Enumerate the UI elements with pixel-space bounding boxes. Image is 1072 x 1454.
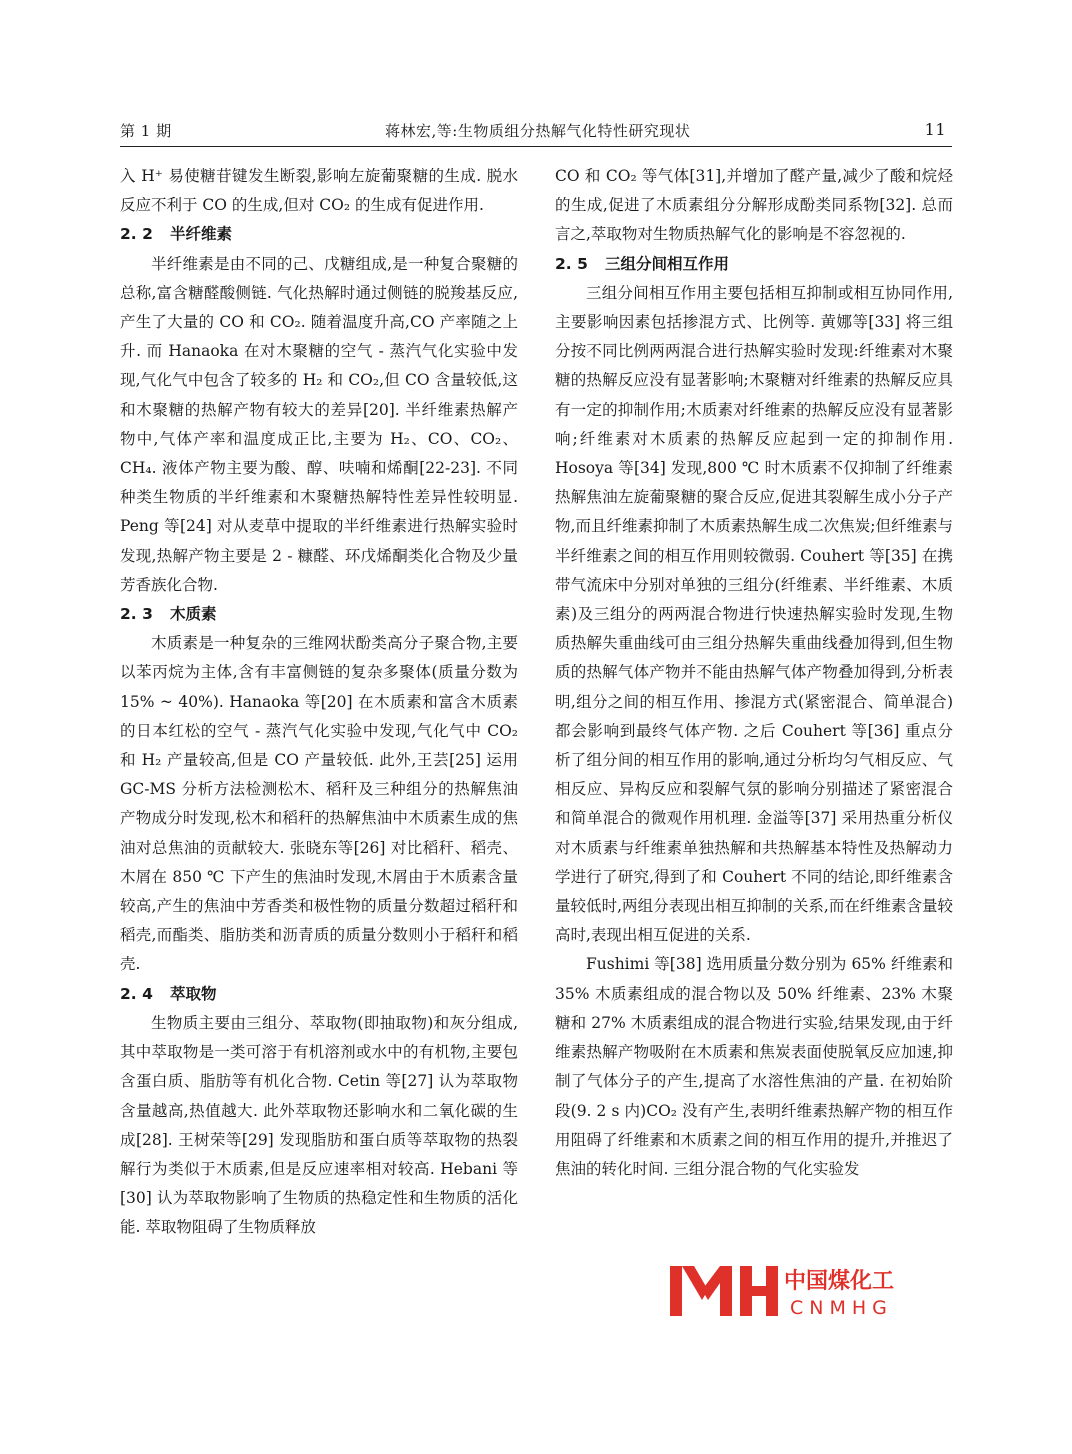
paragraph: 半纤维素是由不同的己、戊糖组成,是一种复合聚糖的总称,富含糖醛酸侧链. 气化热解时通过侧链的脱羧基反应,产生了大量的 CO 和 CO₂. 随着温度升高,CO 产率随之上升. 而 Hanaoka 在对木聚糖的空气 - 蒸汽气化实验中发现,气化气中包含了较多的 H₂ 和 CO₂,但 CO 含量较低,这和木聚糖的热解产物有较大的差异[20]. 半纤维素热解产物中,气体产率和温度成正比,主要为 H₂、CO、CO₂、CH₄. 液体产物主要为酸、醇、呋喃和烯酮[22-23]. 不同种类生物质的半纤维素和木聚糖热解特性差异性较明显. Peng 等[24] 对从麦草中提取的半纤维素进行热解实验时发现,热解产物主要是 2 - 糠醛、环戊烯酮类化合物及少量芳香族化合物. — [120, 254, 518, 594]
section-title: 木质素 — [170, 605, 217, 624]
section-title: 萃取物 — [170, 984, 217, 1003]
left-column — [120, 162, 518, 1243]
section-heading-2-2 — [120, 220, 518, 249]
section-number: 2. 4 — [120, 984, 153, 1003]
paragraph: Fushimi 等[38] 选用质量分数分别为 65% 纤维素和 35% 木质素组成的混合物以及 50% 纤维素、23% 木聚糖和 27% 木质素组成的混合物进行实验,结果发现,由于纤维素热解产物吸附在木质素和焦炭表面使脱氧反应加速,抑制了气体分子的产生,提高了水溶性焦油的产量. 在初始阶段(9. 2 s 内)CO₂ 没有产生,表明纤维素热解产物的相互作用阻碍了纤维素和木质素之间的相互作用的提升,并推迟了焦油的转化时间. 三组分混合物的气化实验发 — [555, 955, 953, 1178]
paragraph-continued: CO 和 CO₂ 等气体[31],并增加了醛产量,减少了酸和烷烃的生成,促进了木质素组分分解形成酚类同系物[32]. 总而言之,萃取物对生物质热解气化的影响是不容忽视的. — [555, 167, 953, 244]
section-heading-2-4 — [120, 980, 518, 1009]
right-column — [555, 162, 953, 1184]
header-rule — [120, 146, 952, 147]
page-number: 11 — [924, 120, 946, 139]
paragraph: 生物质主要由三组分、萃取物(即抽取物)和灰分组成,其中萃取物是一类可溶于有机溶剂或水中的有机物,主要包含蛋白质、脂肪等有机化合物. Cetin 等[27] 认为萃取物含量越高,热值越大. 此外萃取物还影响水和二氧化碳的生成[28]. 王树荣等[29] 发现脂肪和蛋白质等萃取物的热裂解行为类似于木质素,但是反应速率相对较高. Hebani 等[30] 认为萃取物影响了生物质的热稳定性和生物质的活化能. 萃取物阻碍了生物质释放 — [120, 1013, 518, 1237]
running-header — [120, 118, 950, 144]
section-heading-2-5 — [555, 250, 953, 279]
watermark-en: CNMHG — [790, 1297, 893, 1319]
section-title: 三组分间相互作用 — [605, 254, 730, 273]
issue-number: 第 1 期 — [120, 122, 172, 140]
paragraph: 木质素是一种复杂的三维网状酚类高分子聚合物,主要以苯丙烷为主体,含有丰富侧链的复杂多聚体(质量分数为 15% ~ 40%). Hanaoka 等[20] 在木质素和富含木质素的日本红松的空气 - 蒸汽气化实验中发现,气化气中 CO₂ 和 H₂ 产量较高,但是 CO 产量较低. 此外,王芸[25] 运用 GC-MS 分析方法检测松木、稻秆及三种组分的热解焦油产物成分时发现,松木和稻秆的热解焦油中木质素生成的焦油对总焦油的贡献较大. 张晓东等[26] 对比稻秆、稻壳、木屑在 850 ℃ 下产生的焦油时发现,木屑由于木质素含量较高,产生的焦油中芳香类和极性物的质量分数超过稻秆和稻壳,而酯类、脂肪类和沥青质的质量分数则小于稻秆和稻壳. — [120, 634, 518, 974]
paragraph: 三组分间相互作用主要包括相互抑制或相互协同作用,主要影响因素包括掺混方式、比例等. 黄娜等[33] 将三组分按不同比例两两混合进行热解实验时发现:纤维素对木聚糖的热解反应没有显著影响;木聚糖对纤维素的热解反应具有一定的抑制作用;木质素对纤维素的热解反应没有显著影响;纤维素对木质素的热解反应起到一定的抑制作用. Hosoya 等[34] 发现,800 ℃ 时木质素不仅抑制了纤维素热解焦油左旋葡聚糖的聚合反应,促进其裂解生成小分子产物,而且纤维素抑制了木质素热解生成二次焦炭;但纤维素与半纤维素之间的相互作用则较微弱. Couhert 等[35] 在携带气流床中分别对单独的三组分(纤维素、半纤维素、木质素)及三组分的两两混合物进行快速热解实验时发现,生物质热解失重曲线可由三组分热解失重曲线叠加得到,但生物质的热解气体产物并不能由热解气体产物叠加得到,分析表明,组分之间的相互作用、掺混方式(紧密混合、简单混合)都会影响到最终气体产物. 之后 Couhert 等[36] 重点分析了组分间的相互作用的影响,通过分析均匀气相反应、气相反应、异构反应和裂解气氛的影响分别描述了紧密混合和简单混合的微观作用机理. 金溢等[37] 采用热重分析仪对木质素与纤维素单独热解和共热解基本特性及热解动力学进行了研究,得到了和 Couhert 不同的结论,即纤维素含量较低时,两组分表现出相互抑制的关系,而在纤维素含量较高时,表现出相互促进的关系. — [555, 283, 953, 945]
watermark-cn: 中国煤化工 — [784, 1269, 895, 1294]
watermark-logo — [668, 1262, 960, 1320]
section-heading-2-3 — [120, 600, 518, 629]
paragraph-continued: 入 H⁺ 易使糖苷键发生断裂,影响左旋葡聚糖的生成. 脱水反应不利于 CO 的生成,但对 CO₂ 的生成有促进作用. — [120, 167, 518, 215]
running-title: 蒋林宏,等:生物质组分热解气化特性研究现状 — [385, 122, 691, 140]
section-number: 2. 5 — [555, 254, 588, 273]
section-number: 2. 3 — [120, 605, 153, 624]
section-title: 半纤维素 — [170, 225, 233, 244]
section-number: 2. 2 — [120, 225, 153, 244]
cnmhg-logo-icon — [668, 1262, 960, 1320]
